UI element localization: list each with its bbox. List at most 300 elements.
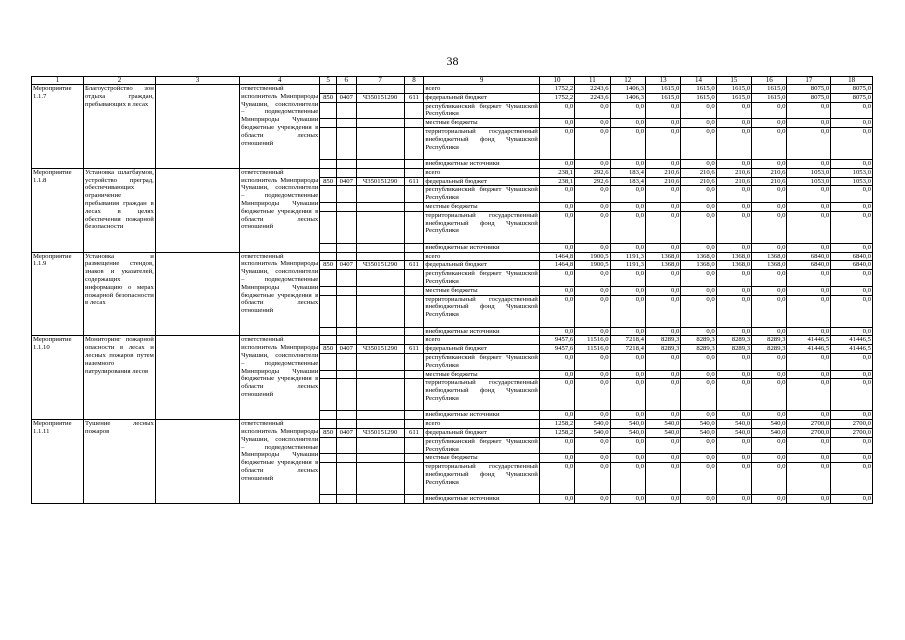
amount-cell: 0,0 [575,454,610,463]
budget-code-c8 [404,420,424,429]
amount-cell: 0,0 [787,202,831,211]
amount-cell: 0,0 [716,379,751,411]
amount-cell: 0,0 [752,295,787,327]
amount-cell: 0,0 [787,495,831,504]
amount-cell: 0,0 [752,411,787,420]
amount-cell: 0,0 [752,119,787,128]
amount-cell: 0,0 [575,159,610,168]
amount-cell: 1615,0 [752,93,787,102]
header-row [32,77,873,85]
amount-cell: 1053,0 [787,168,831,177]
amount-cell: 1053,0 [787,177,831,186]
budget-code-c6 [336,168,356,177]
measure-name: Установка и размещение стендов, знаков и указателей, содержащих информацию о мерах пожарной безопасности в лесах [84,252,156,336]
amount-cell: 2700,0 [831,420,873,429]
amount-cell: 0,0 [752,379,787,411]
budget-code-c8 [404,159,424,168]
amount-cell: 0,0 [831,159,873,168]
table-row [32,252,873,261]
amount-cell: 0,0 [610,411,645,420]
amount-cell: 0,0 [831,186,873,203]
amount-cell: 210,6 [681,177,716,186]
amount-cell: 292,6 [575,168,610,177]
amount-cell: 0,0 [575,211,610,243]
budget-code-c7 [356,286,404,295]
budget-code-c8 [404,437,424,454]
funding-source: республиканский бюджет Чувашской Республики [425,270,538,285]
amount-cell: 2700,0 [787,420,831,429]
budget-code-c6: 0407 [336,93,356,102]
budget-code-c5: 850 [320,428,337,437]
amount-cell: 6840,0 [831,252,873,261]
measure-code: Мероприятие 1.1.9 [32,252,84,336]
amount-cell: 0,0 [681,211,716,243]
funding-source: местные бюджеты [424,454,540,463]
amount-cell: 1053,0 [831,168,873,177]
amount-cell: 41446,5 [831,336,873,345]
budget-code-c7 [356,454,404,463]
amount-cell: 0,0 [575,463,610,495]
column-header: 7 [356,77,404,85]
funding-source: внебюджетные источники [424,411,540,420]
column-header: 11 [575,77,610,85]
measure-name: Тушение лесных пожаров [84,420,156,504]
amount-cell: 0,0 [575,119,610,128]
amount-cell: 540,0 [716,428,751,437]
budget-code-c7 [356,370,404,379]
amount-cell: 0,0 [539,270,574,287]
amount-cell: 0,0 [716,243,751,252]
amount-cell: 0,0 [752,327,787,336]
amount-cell: 0,0 [610,127,645,159]
amount-cell: 0,0 [610,286,645,295]
budget-code-c6 [336,336,356,345]
amount-cell: 540,0 [645,428,680,437]
amount-cell: 0,0 [645,353,680,370]
amount-cell: 1900,5 [575,252,610,261]
amount-cell: 8289,3 [645,345,680,354]
budget-code-c8 [404,102,424,119]
budget-code-c7 [356,168,404,177]
budget-code-c5 [320,252,337,261]
amount-cell: 0,0 [539,202,574,211]
budget-code-c7 [356,295,404,327]
amount-cell: 0,0 [645,495,680,504]
amount-cell: 0,0 [716,159,751,168]
budget-code-c7: Ч350151290 [356,428,404,437]
amount-cell: 1368,0 [645,261,680,270]
amount-cell: 0,0 [752,102,787,119]
amount-cell: 7218,4 [610,336,645,345]
budget-code-c5 [320,127,337,159]
funding-source: федеральный бюджет [424,345,540,354]
amount-cell: 0,0 [831,295,873,327]
amount-cell: 0,0 [610,211,645,243]
funding-source: внебюджетные источники [424,243,540,252]
column-header: 6 [336,77,356,85]
budget-code-c6 [336,379,356,411]
amount-cell: 0,0 [645,186,680,203]
budget-code-c5 [320,295,337,327]
budget-code-c5 [320,454,337,463]
funding-source: республиканский бюджет Чувашской Республики [425,102,538,118]
amount-cell: 1368,0 [752,252,787,261]
amount-cell: 0,0 [610,370,645,379]
amount-cell: 0,0 [752,202,787,211]
amount-cell: 540,0 [575,428,610,437]
amount-cell: 0,0 [610,353,645,370]
budget-code-c6 [336,411,356,420]
amount-cell: 0,0 [681,295,716,327]
budget-code-c8 [404,327,424,336]
amount-cell: 0,0 [681,454,716,463]
amount-cell: 0,0 [539,127,574,159]
budget-code-c7 [356,420,404,429]
amount-cell: 0,0 [681,270,716,287]
amount-cell: 0,0 [575,270,610,287]
budget-code-c7: Ч350151290 [356,177,404,186]
budget-code-c5 [320,411,337,420]
amount-cell: 0,0 [610,379,645,411]
amount-cell: 0,0 [752,463,787,495]
amount-cell: 0,0 [575,186,610,203]
amount-cell: 1406,3 [610,93,645,102]
budget-code-c8: 611 [404,345,424,354]
amount-cell: 2700,0 [787,428,831,437]
budget-code-c5: 850 [320,177,337,186]
amount-cell: 0,0 [752,353,787,370]
responsible-executor: ответственный исполнитель Минприроды Чувашии, соисполнители – подведомственные Минприроды Чувашии бюджетные учреждения в области лесных отношений [240,168,320,252]
budget-code-c8 [404,454,424,463]
amount-cell: 0,0 [539,353,574,370]
column-header: 1 [32,77,84,85]
amount-cell: 540,0 [681,420,716,429]
budget-code-c6: 0407 [336,177,356,186]
budget-code-c5 [320,270,337,287]
amount-cell: 0,0 [716,327,751,336]
budget-code-c5 [320,286,337,295]
amount-cell: 540,0 [716,420,751,429]
amount-cell: 0,0 [645,119,680,128]
amount-cell: 0,0 [645,286,680,295]
measure-name: Установка шлагбаумов, устройство преград, обеспечивающих ограничение пребывания граждан в лесах в целях обеспечения пожарной безопасности [84,168,156,252]
amount-cell: 0,0 [610,102,645,119]
amount-cell: 0,0 [716,186,751,203]
amount-cell: 0,0 [645,127,680,159]
budget-code-c8 [404,186,424,203]
amount-cell: 1258,2 [539,428,574,437]
amount-cell: 0,0 [681,159,716,168]
amount-cell: 183,4 [610,177,645,186]
amount-cell: 1615,0 [752,85,787,94]
amount-cell: 1752,2 [539,93,574,102]
budget-code-c5 [320,495,337,504]
budget-code-c7 [356,159,404,168]
amount-cell: 210,6 [645,177,680,186]
amount-cell: 7218,4 [610,345,645,354]
amount-cell: 6840,0 [787,252,831,261]
column-header: 12 [610,77,645,85]
budget-code-c7 [356,211,404,243]
budget-code-c6 [336,102,356,119]
amount-cell: 540,0 [610,420,645,429]
amount-cell: 0,0 [610,270,645,287]
amount-cell: 0,0 [787,463,831,495]
column-header: 18 [831,77,873,85]
amount-cell: 0,0 [787,286,831,295]
budget-code-c7 [356,243,404,252]
amount-cell: 0,0 [716,295,751,327]
budget-code-c7 [356,270,404,287]
amount-cell: 0,0 [610,495,645,504]
amount-cell: 0,0 [831,437,873,454]
budget-code-c8 [404,252,424,261]
amount-cell: 1464,8 [539,252,574,261]
funding-source: федеральный бюджет [424,261,540,270]
amount-cell: 1464,8 [539,261,574,270]
amount-cell: 0,0 [787,327,831,336]
amount-cell: 0,0 [831,379,873,411]
measure-code: Мероприятие 1.1.7 [32,85,84,169]
amount-cell: 1368,0 [645,252,680,261]
budget-code-c7 [356,336,404,345]
budget-code-c8 [404,286,424,295]
amount-cell: 8075,0 [831,93,873,102]
funding-source: всего [424,252,540,261]
budget-code-c6 [336,353,356,370]
amount-cell: 0,0 [831,243,873,252]
amount-cell: 0,0 [610,119,645,128]
measure-name: Благоустройство зон отдыха граждан, пребывающих в лесах [84,85,156,169]
budget-code-c5 [320,102,337,119]
amount-cell: 0,0 [610,186,645,203]
amount-cell: 0,0 [539,102,574,119]
amount-cell: 0,0 [681,186,716,203]
amount-cell: 8075,0 [787,85,831,94]
amount-cell: 238,1 [539,168,574,177]
column-header: 5 [320,77,337,85]
amount-cell: 0,0 [787,211,831,243]
amount-cell: 0,0 [645,102,680,119]
table-row [32,168,873,177]
amount-cell: 0,0 [787,370,831,379]
budget-code-c6 [336,454,356,463]
amount-cell: 0,0 [610,159,645,168]
amount-cell: 0,0 [575,353,610,370]
amount-cell: 0,0 [831,327,873,336]
amount-cell: 0,0 [716,353,751,370]
budget-code-c7 [356,85,404,94]
amount-cell: 0,0 [831,370,873,379]
budget-code-c7 [356,202,404,211]
budget-code-c7 [356,327,404,336]
amount-cell: 0,0 [575,202,610,211]
amount-cell: 0,0 [752,437,787,454]
budget-code-c8 [404,270,424,287]
budget-code-c8 [404,85,424,94]
budget-code-c7: Ч350151290 [356,261,404,270]
amount-cell: 8289,3 [752,336,787,345]
amount-cell: 0,0 [787,159,831,168]
table-row [32,85,873,94]
amount-cell: 0,0 [752,286,787,295]
budget-code-c5 [320,379,337,411]
amount-cell: 8289,3 [716,336,751,345]
budget-code-c7: Ч350151290 [356,93,404,102]
budget-code-c6 [336,420,356,429]
funding-source: федеральный бюджет [424,93,540,102]
amount-cell: 0,0 [681,327,716,336]
budget-code-c6 [336,495,356,504]
amount-cell: 1368,0 [716,261,751,270]
measure-name: Мониторинг пожарной опасности в лесах и лесных пожаров путем наземного патрулирования лесов [84,336,156,420]
budget-code-c5: 850 [320,345,337,354]
amount-cell: 0,0 [681,127,716,159]
budget-code-c6: 0407 [336,261,356,270]
amount-cell: 0,0 [539,327,574,336]
funding-source: местные бюджеты [424,119,540,128]
responsible-executor: ответственный исполнитель Минприроды Чувашии, соисполнители – подведомственные Минприроды Чувашии бюджетные учреждения в области лесных отношений [240,420,320,504]
amount-cell: 0,0 [539,211,574,243]
amount-cell: 0,0 [610,437,645,454]
amount-cell: 0,0 [645,243,680,252]
budget-code-c6 [336,327,356,336]
amount-cell: 0,0 [787,186,831,203]
amount-cell: 0,0 [575,127,610,159]
amount-cell: 210,6 [716,168,751,177]
budget-code-c8 [404,379,424,411]
amount-cell: 210,6 [752,177,787,186]
column-header: 14 [681,77,716,85]
funding-source: всего [424,85,540,94]
empty-cell [155,252,239,336]
amount-cell: 1615,0 [681,85,716,94]
amount-cell: 0,0 [831,202,873,211]
amount-cell: 1406,3 [610,85,645,94]
amount-cell: 0,0 [831,463,873,495]
funding-source: территориальный государственный внебюджетный фонд Чувашской Республики [424,211,540,243]
amount-cell: 0,0 [831,495,873,504]
budget-code-c7: Ч350151290 [356,345,404,354]
budget-code-c8: 611 [404,177,424,186]
budget-code-c5 [320,119,337,128]
amount-cell: 0,0 [787,102,831,119]
amount-cell: 540,0 [681,428,716,437]
amount-cell: 210,6 [752,168,787,177]
amount-cell: 0,0 [645,454,680,463]
amount-cell: 41446,5 [787,336,831,345]
budget-code-c5 [320,211,337,243]
column-header: 4 [240,77,320,85]
column-header: 16 [752,77,787,85]
amount-cell: 0,0 [610,454,645,463]
budget-code-c5 [320,327,337,336]
budget-code-c6 [336,252,356,261]
empty-cell [155,85,239,169]
amount-cell: 0,0 [716,411,751,420]
measure-code: Мероприятие 1.1.10 [32,336,84,420]
budget-code-c6 [336,243,356,252]
budget-code-c8 [404,336,424,345]
amount-cell: 0,0 [831,119,873,128]
funding-source: местные бюджеты [424,370,540,379]
column-header: 9 [424,77,540,85]
amount-cell: 0,0 [645,159,680,168]
funding-source: местные бюджеты [424,202,540,211]
budget-code-c5 [320,159,337,168]
amount-cell: 0,0 [575,370,610,379]
budget-code-c7 [356,411,404,420]
empty-cell [155,420,239,504]
amount-cell: 0,0 [645,202,680,211]
amount-cell: 0,0 [831,211,873,243]
budget-code-c8 [404,463,424,495]
amount-cell: 0,0 [831,411,873,420]
amount-cell: 0,0 [787,243,831,252]
budget-code-c6: 0407 [336,345,356,354]
budget-code-c6: 0407 [336,428,356,437]
amount-cell: 11516,0 [575,345,610,354]
budget-code-c5 [320,420,337,429]
amount-cell: 0,0 [716,463,751,495]
amount-cell: 0,0 [681,379,716,411]
responsible-executor: ответственный исполнитель Минприроды Чувашии, соисполнители – подведомственные Минприроды Чувашии бюджетные учреждения в области лесных отношений [240,85,320,169]
budget-table [31,76,873,504]
budget-code-c6 [336,370,356,379]
amount-cell: 0,0 [716,437,751,454]
amount-cell: 0,0 [681,353,716,370]
budget-code-c7 [356,463,404,495]
budget-code-c6 [336,286,356,295]
amount-cell: 0,0 [787,295,831,327]
amount-cell: 0,0 [752,211,787,243]
budget-code-c7 [356,186,404,203]
amount-cell: 8075,0 [787,93,831,102]
amount-cell: 1615,0 [645,93,680,102]
amount-cell: 0,0 [752,186,787,203]
amount-cell: 0,0 [610,243,645,252]
amount-cell: 0,0 [575,286,610,295]
amount-cell: 540,0 [645,420,680,429]
budget-code-c5 [320,243,337,252]
budget-code-c5 [320,353,337,370]
funding-source: внебюджетные источники [424,495,540,504]
table-row [32,420,873,429]
amount-cell: 0,0 [539,243,574,252]
funding-source: всего [424,336,540,345]
amount-cell: 540,0 [575,420,610,429]
amount-cell: 0,0 [831,454,873,463]
funding-source: федеральный бюджет [424,428,540,437]
table-row [32,336,873,345]
amount-cell: 2243,6 [575,93,610,102]
amount-cell: 1615,0 [681,93,716,102]
budget-code-c7 [356,127,404,159]
budget-code-c5 [320,202,337,211]
column-header: 15 [716,77,751,85]
amount-cell: 0,0 [681,286,716,295]
amount-cell: 1615,0 [716,93,751,102]
amount-cell: 0,0 [681,119,716,128]
amount-cell: 0,0 [610,463,645,495]
budget-code-c6 [336,437,356,454]
budget-code-c5: 850 [320,261,337,270]
amount-cell: 0,0 [681,202,716,211]
amount-cell: 0,0 [681,411,716,420]
amount-cell: 9457,6 [539,336,574,345]
budget-code-c5 [320,336,337,345]
amount-cell: 0,0 [575,379,610,411]
